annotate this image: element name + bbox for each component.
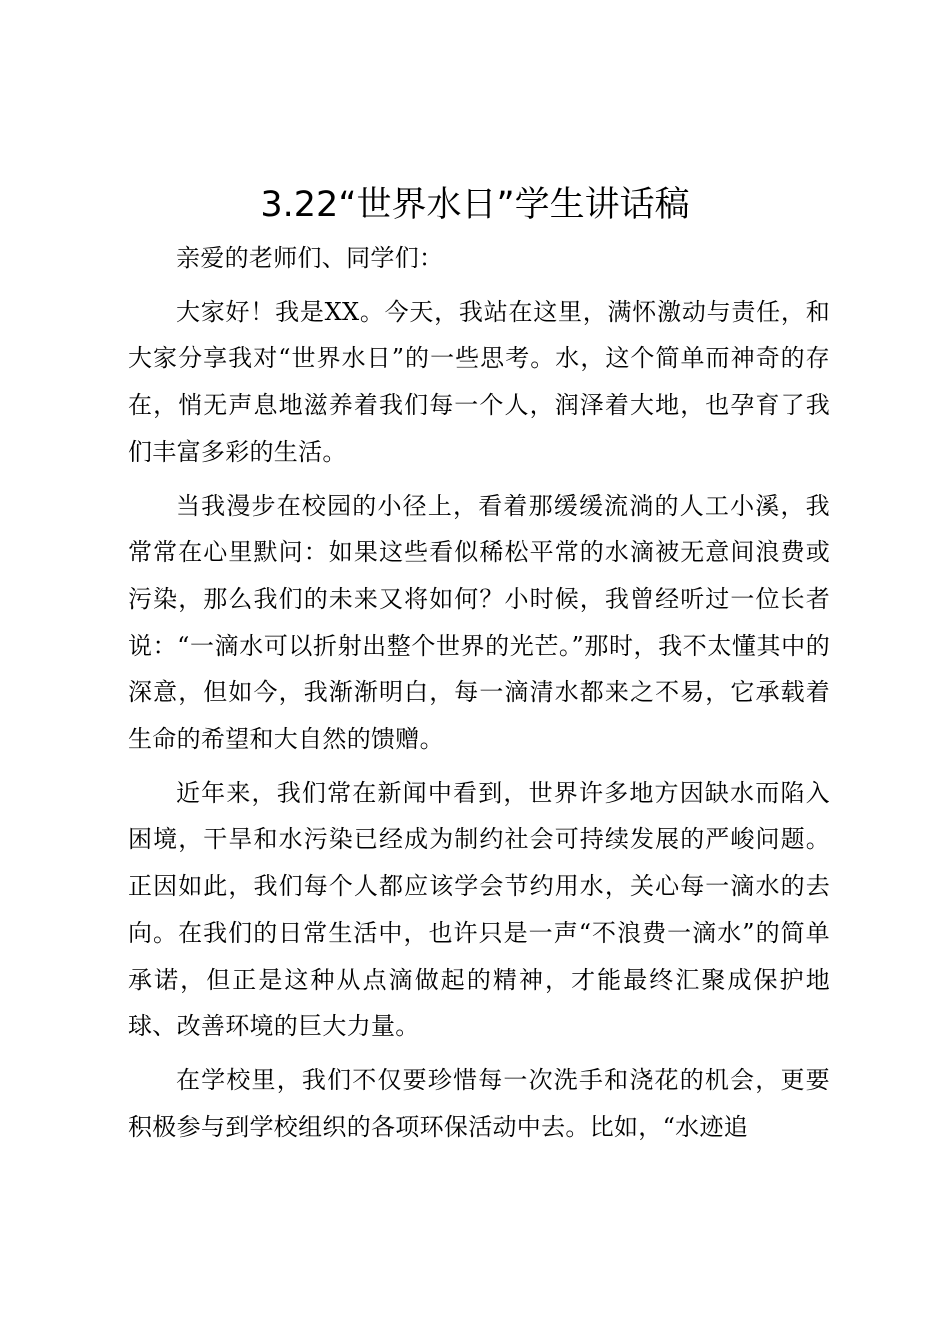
paragraph: 大家好！我是XX。今天，我站在这里，满怀激动与责任，和大家分享我对“世界水日”的一些思考。水，这个简单而神奇的存在，悄无声息地滋养着我们每一个人，润泽着大地，也孕育了我们丰富多彩的生活。 <box>128 297 830 466</box>
document-body <box>128 235 830 1157</box>
paragraph: 近年来，我们常在新闻中看到，世界许多地方因缺水而陷入困境，干旱和水污染已经成为制约社会可持续发展的严峻问题。正因如此，我们每个人都应该学会节约用水，关心每一滴水的去向。在我们的日常生活中，也许只是一声“不浪费一滴水”的简单承诺，但正是这种从点滴做起的精神，才能最终汇聚成保护地球、改善环境的巨大力量。 <box>128 778 830 1041</box>
salutation: 亲爱的老师们、同学们： <box>176 244 444 272</box>
paragraph: 当我漫步在校园的小径上，看着那缓缓流淌的人工小溪，我常常在心里默问：如果这些看似稀松平常的水滴被无意间浪费或污染，那么我们的未来又将如何？小时候，我曾经听过一位长者说：“一滴水可以折射出整个世界的光芒。”那时，我不太懂其中的深意，但如今，我渐渐明白，每一滴清水都来之不易，它承载着生命的希望和大自然的馈赠。 <box>128 491 830 754</box>
document-title: 3.22“世界水日”学生讲话稿 <box>260 185 690 225</box>
paragraph: 在学校里，我们不仅要珍惜每一次洗手和浇花的机会，更要积极参与到学校组织的各项环保活动中去。比如，“水迹追 <box>128 1065 830 1141</box>
